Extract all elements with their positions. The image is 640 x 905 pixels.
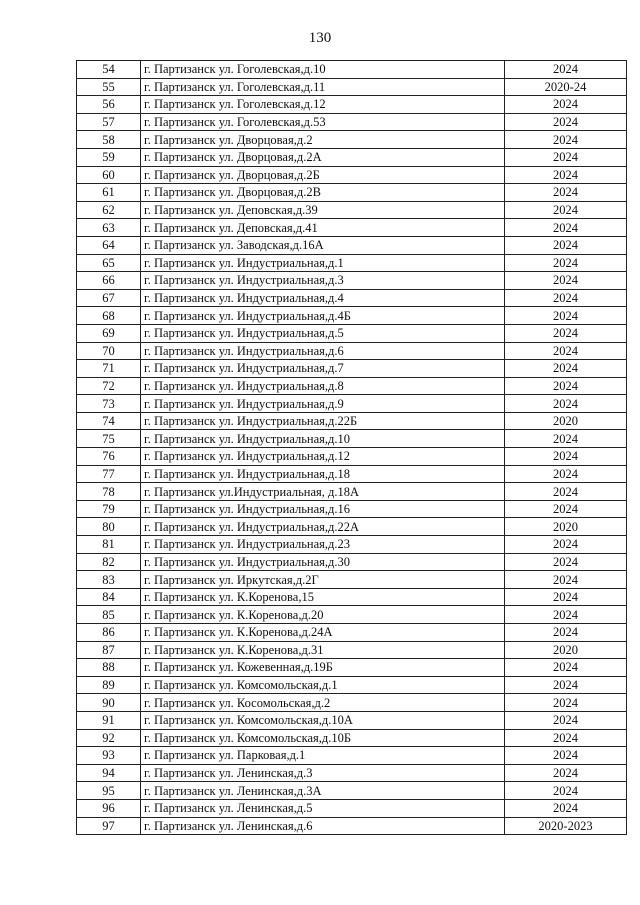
row-address: г. Партизанск ул. Заводская,д.16А	[141, 236, 505, 254]
row-address: г. Партизанск ул. Парковая,д.1	[141, 747, 505, 765]
row-number: 70	[77, 342, 141, 360]
row-address: г. Партизанск ул. Индустриальная,д.23	[141, 536, 505, 554]
row-number: 83	[77, 571, 141, 589]
table-row	[77, 764, 627, 782]
row-year: 2024	[505, 624, 627, 642]
row-address: г. Партизанск ул. Индустриальная,д.22А	[141, 518, 505, 536]
row-number: 80	[77, 518, 141, 536]
row-number: 89	[77, 676, 141, 694]
row-year: 2024	[505, 377, 627, 395]
row-number: 66	[77, 272, 141, 290]
row-address: г. Партизанск ул. Индустриальная,д.30	[141, 553, 505, 571]
row-number: 55	[77, 78, 141, 96]
row-number: 74	[77, 412, 141, 430]
row-year: 2024	[505, 659, 627, 677]
row-address: г. Партизанск ул. Индустриальная,д.10	[141, 430, 505, 448]
row-year: 2024	[505, 588, 627, 606]
row-address: г. Партизанск ул. Индустриальная,д.4Б	[141, 307, 505, 325]
page-number: 130	[308, 30, 332, 46]
row-year: 2024	[505, 430, 627, 448]
row-address: г. Партизанск ул. К.Коренова,д.24А	[141, 624, 505, 642]
row-year: 2024	[505, 61, 627, 79]
row-number: 72	[77, 377, 141, 395]
row-year: 2024	[505, 324, 627, 342]
row-year: 2024	[505, 799, 627, 817]
row-address: г. Партизанск ул. Гоголевская,д.53	[141, 113, 505, 131]
table-row	[77, 219, 627, 237]
row-address: г. Партизанск ул. Косомольская,д.2	[141, 694, 505, 712]
row-year: 2024	[505, 201, 627, 219]
row-year: 2024	[505, 676, 627, 694]
row-year: 2020-2023	[505, 817, 627, 835]
row-address: г. Партизанск ул. К.Коренова,д.20	[141, 606, 505, 624]
row-address: г. Партизанск ул. Ленинская,д.3А	[141, 782, 505, 800]
table-row	[77, 342, 627, 360]
table-row	[77, 641, 627, 659]
row-number: 78	[77, 483, 141, 501]
row-year: 2024	[505, 236, 627, 254]
row-number: 93	[77, 747, 141, 765]
table-row	[77, 430, 627, 448]
table-row	[77, 131, 627, 149]
row-address: г. Партизанск ул. Гоголевская,д.10	[141, 61, 505, 79]
row-number: 63	[77, 219, 141, 237]
row-address: г. Партизанск ул. Индустриальная,д.16	[141, 500, 505, 518]
row-number: 95	[77, 782, 141, 800]
row-address: г. Партизанск ул. Индустриальная,д.12	[141, 448, 505, 466]
row-year: 2024	[505, 166, 627, 184]
row-address: г. Партизанск ул. Гоголевская,д.11	[141, 78, 505, 96]
table-row	[77, 624, 627, 642]
row-address: г. Партизанск ул. Индустриальная,д.8	[141, 377, 505, 395]
row-number: 91	[77, 711, 141, 729]
row-number: 87	[77, 641, 141, 659]
row-year: 2024	[505, 694, 627, 712]
table-row	[77, 113, 627, 131]
row-number: 85	[77, 606, 141, 624]
row-number: 54	[77, 61, 141, 79]
table-row	[77, 61, 627, 79]
row-number: 68	[77, 307, 141, 325]
row-year: 2024	[505, 96, 627, 114]
housing-registry-table	[76, 60, 627, 835]
row-address: г. Партизанск ул. Индустриальная,д.6	[141, 342, 505, 360]
table-row	[77, 184, 627, 202]
table-row	[77, 799, 627, 817]
row-number: 56	[77, 96, 141, 114]
row-year: 2024	[505, 782, 627, 800]
table-row	[77, 676, 627, 694]
row-year: 2024	[505, 272, 627, 290]
row-year: 2024	[505, 289, 627, 307]
row-number: 86	[77, 624, 141, 642]
row-number: 58	[77, 131, 141, 149]
table-row	[77, 518, 627, 536]
table-row	[77, 588, 627, 606]
row-address: г. Партизанск ул. К.Коренова,д.31	[141, 641, 505, 659]
row-year: 2024	[505, 606, 627, 624]
table-row	[77, 711, 627, 729]
row-address: г. Партизанск ул. Индустриальная,д.1	[141, 254, 505, 272]
row-year: 2020	[505, 518, 627, 536]
row-number: 82	[77, 553, 141, 571]
row-year: 2024	[505, 483, 627, 501]
row-address: г. Партизанск ул.Индустриальная, д.18А	[141, 483, 505, 501]
row-address: г. Партизанск ул. Комсомольская,д.10Б	[141, 729, 505, 747]
row-number: 81	[77, 536, 141, 554]
row-address: г. Партизанск ул. Индустриальная,д.22Б	[141, 412, 505, 430]
table-row	[77, 500, 627, 518]
row-address: г. Партизанск ул. К.Коренова,15	[141, 588, 505, 606]
table-row	[77, 747, 627, 765]
row-address: г. Партизанск ул. Комсомольская,д.10А	[141, 711, 505, 729]
row-number: 71	[77, 360, 141, 378]
row-address: г. Партизанск ул. Дворцовая,д.2	[141, 131, 505, 149]
row-address: г. Партизанск ул. Гоголевская,д.12	[141, 96, 505, 114]
table-row	[77, 553, 627, 571]
table-row	[77, 307, 627, 325]
table-row	[77, 272, 627, 290]
table-row	[77, 148, 627, 166]
row-year: 2024	[505, 764, 627, 782]
row-year: 2024	[505, 571, 627, 589]
row-number: 97	[77, 817, 141, 835]
row-number: 76	[77, 448, 141, 466]
row-address: г. Партизанск ул. Индустриальная,д.3	[141, 272, 505, 290]
row-address: г. Партизанск ул. Ленинская,д.5	[141, 799, 505, 817]
table-row	[77, 166, 627, 184]
row-address: г. Партизанск ул. Ленинская,д.6	[141, 817, 505, 835]
table-row	[77, 377, 627, 395]
row-year: 2020	[505, 641, 627, 659]
table-row	[77, 536, 627, 554]
row-number: 96	[77, 799, 141, 817]
row-number: 59	[77, 148, 141, 166]
row-year: 2024	[505, 219, 627, 237]
row-year: 2024	[505, 131, 627, 149]
row-number: 79	[77, 500, 141, 518]
row-number: 84	[77, 588, 141, 606]
row-address: г. Партизанск ул. Комсомольская,д.1	[141, 676, 505, 694]
row-address: г. Партизанск ул. Деповская,д.39	[141, 201, 505, 219]
table-row	[77, 606, 627, 624]
row-number: 62	[77, 201, 141, 219]
row-address: г. Партизанск ул. Индустриальная,д.7	[141, 360, 505, 378]
table-row	[77, 360, 627, 378]
row-year: 2024	[505, 553, 627, 571]
row-year: 2024	[505, 500, 627, 518]
row-year: 2024	[505, 711, 627, 729]
row-address: г. Партизанск ул. Индустриальная,д.5	[141, 324, 505, 342]
table-row	[77, 483, 627, 501]
row-number: 67	[77, 289, 141, 307]
table-row	[77, 448, 627, 466]
row-number: 88	[77, 659, 141, 677]
table-row	[77, 694, 627, 712]
table-row	[77, 324, 627, 342]
row-year: 2024	[505, 536, 627, 554]
row-address: г. Партизанск ул. Индустриальная,д.9	[141, 395, 505, 413]
row-address: г. Партизанск ул. Индустриальная,д.4	[141, 289, 505, 307]
row-year: 2024	[505, 113, 627, 131]
table-row	[77, 659, 627, 677]
row-year: 2024	[505, 184, 627, 202]
row-year: 2024	[505, 307, 627, 325]
row-number: 75	[77, 430, 141, 448]
table-row	[77, 289, 627, 307]
row-number: 64	[77, 236, 141, 254]
row-year: 2024	[505, 360, 627, 378]
row-year: 2020-24	[505, 78, 627, 96]
table-row	[77, 817, 627, 835]
table-row	[77, 395, 627, 413]
table-body	[77, 61, 627, 835]
table-row	[77, 78, 627, 96]
table-row	[77, 96, 627, 114]
row-address: г. Партизанск ул. Дворцовая,д.2В	[141, 184, 505, 202]
row-year: 2024	[505, 395, 627, 413]
row-year: 2024	[505, 254, 627, 272]
table-row	[77, 254, 627, 272]
row-number: 57	[77, 113, 141, 131]
row-number: 90	[77, 694, 141, 712]
table-row	[77, 465, 627, 483]
row-address: г. Партизанск ул. Индустриальная,д.18	[141, 465, 505, 483]
row-number: 60	[77, 166, 141, 184]
row-year: 2024	[505, 729, 627, 747]
row-address: г. Партизанск ул. Дворцовая,д.2А	[141, 148, 505, 166]
row-number: 61	[77, 184, 141, 202]
table-row	[77, 571, 627, 589]
row-number: 69	[77, 324, 141, 342]
row-year: 2020	[505, 412, 627, 430]
row-year: 2024	[505, 448, 627, 466]
row-address: г. Партизанск ул. Иркутская,д.2Г	[141, 571, 505, 589]
row-year: 2024	[505, 342, 627, 360]
row-address: г. Партизанск ул. Дворцовая,д.2Б	[141, 166, 505, 184]
row-number: 94	[77, 764, 141, 782]
row-number: 73	[77, 395, 141, 413]
row-year: 2024	[505, 465, 627, 483]
table-row	[77, 236, 627, 254]
row-address: г. Партизанск ул. Кожевенная,д.19Б	[141, 659, 505, 677]
row-address: г. Партизанск ул. Ленинская,д.3	[141, 764, 505, 782]
row-number: 92	[77, 729, 141, 747]
table-row	[77, 729, 627, 747]
row-number: 65	[77, 254, 141, 272]
row-year: 2024	[505, 148, 627, 166]
row-address: г. Партизанск ул. Деповская,д.41	[141, 219, 505, 237]
row-year: 2024	[505, 747, 627, 765]
row-number: 77	[77, 465, 141, 483]
table-row	[77, 782, 627, 800]
table-row	[77, 201, 627, 219]
table-row	[77, 412, 627, 430]
